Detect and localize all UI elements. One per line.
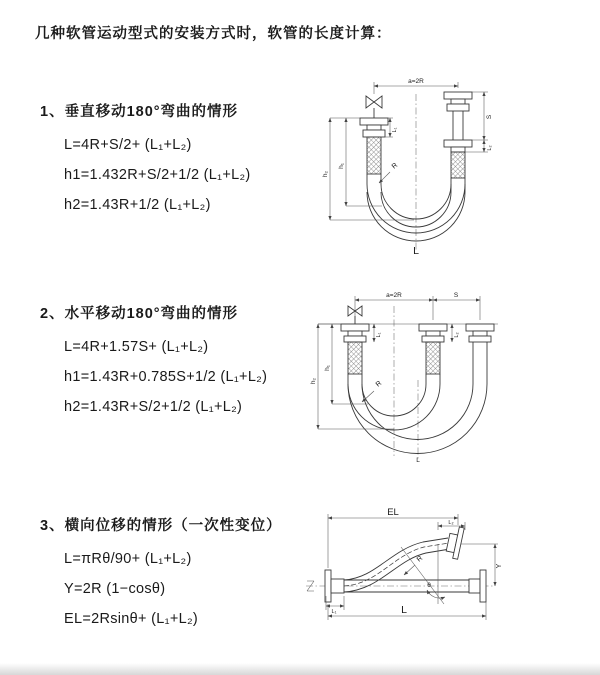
formula-length: L=4R+1.57S+ (L₁+L₂) bbox=[64, 339, 209, 355]
left-flange bbox=[325, 570, 344, 602]
right-flange-lower bbox=[444, 140, 472, 152]
right-pipe bbox=[453, 111, 463, 140]
braided-hose-left bbox=[367, 137, 381, 174]
extension-lines bbox=[328, 602, 486, 620]
radius-label-r: R bbox=[390, 161, 400, 171]
braided-hose-left bbox=[348, 342, 362, 374]
hose-s-curve bbox=[344, 538, 450, 592]
braided-hose-right bbox=[451, 152, 465, 178]
radius-line bbox=[401, 547, 444, 604]
dim-label-l1: L₁ bbox=[331, 609, 337, 615]
dim-label-s: S bbox=[453, 292, 459, 299]
section-3-formulas bbox=[64, 544, 282, 634]
radius-leader bbox=[362, 391, 374, 402]
dim-label-l2: L₂ bbox=[454, 332, 460, 338]
section-2-formulas bbox=[64, 332, 267, 422]
formula-h1: h1=1.43R+0.785S+1/2 (L₁+L₂) bbox=[64, 369, 268, 385]
length-label-l: L bbox=[416, 457, 420, 464]
formula-y: Y=2R (1−cosθ) bbox=[64, 581, 166, 597]
dim-label-l1: L₁ bbox=[392, 127, 398, 133]
dim-label-a2r: a=2R bbox=[408, 78, 424, 85]
section-2-heading: 2、水平移动180°弯曲的情形 bbox=[40, 306, 239, 322]
formula-h2: h2=1.43R+1/2 (L₁+L₂) bbox=[64, 197, 211, 213]
right-flange-upper bbox=[444, 92, 472, 111]
diagram-vertical-180-bend bbox=[316, 70, 596, 262]
valve-icon bbox=[366, 96, 382, 118]
section-3-heading: 3、横向位移的情形（一次性变位） bbox=[40, 518, 282, 534]
section-1-heading: 1、垂直移动180°弯曲的情形 bbox=[40, 104, 239, 120]
left-flange bbox=[341, 324, 369, 342]
formula-length: L=πRθ/90+ (L₁+L₂) bbox=[64, 551, 192, 567]
middle-flange bbox=[419, 324, 447, 342]
dim-label-h2: h₂ bbox=[322, 170, 329, 178]
section-horizontal-movement bbox=[40, 302, 267, 422]
angle-arc bbox=[427, 590, 445, 598]
radius-label-r: R bbox=[374, 379, 384, 389]
page-title: 几种软管运动型式的安装方式时，软管的长度计算： bbox=[35, 26, 392, 42]
section-vertical-movement bbox=[40, 100, 251, 220]
radius-label-r: R bbox=[415, 554, 425, 564]
right-flange bbox=[469, 570, 486, 602]
dim-label-l2: L₂ bbox=[487, 145, 493, 151]
radius-leader bbox=[404, 565, 415, 575]
dim-label-l2: L₂ bbox=[448, 520, 454, 526]
left-flange bbox=[360, 118, 388, 137]
dim-label-a2r: a=2R bbox=[386, 292, 402, 299]
scan-edge-shade bbox=[0, 663, 600, 675]
extension-lines bbox=[355, 296, 480, 320]
dim-label-el: EL bbox=[387, 507, 399, 518]
formula-length: L=4R+S/2+ (L₁+L₂) bbox=[64, 137, 192, 153]
dim-label-h1: h₁ bbox=[324, 365, 331, 371]
dim-label-s: S bbox=[486, 114, 493, 120]
right-leg bbox=[451, 178, 465, 192]
dim-label-h2: h₂ bbox=[310, 377, 317, 385]
shifted-flange bbox=[466, 324, 494, 342]
section-lateral-displacement bbox=[40, 514, 282, 634]
dim-label-l1: L₁ bbox=[376, 332, 382, 338]
diagram-lateral-displacement bbox=[298, 500, 598, 658]
section-1-formulas bbox=[64, 130, 251, 220]
dim-label-y: Y bbox=[496, 563, 503, 569]
angle-label-theta: θ bbox=[427, 582, 431, 589]
dim-label-l: L bbox=[401, 604, 407, 616]
braided-hose-middle bbox=[426, 342, 440, 374]
left-leg bbox=[367, 174, 381, 184]
diagram-horizontal-180-bend bbox=[308, 284, 598, 466]
hose-legs bbox=[348, 342, 487, 384]
extension-lines bbox=[328, 514, 458, 568]
formula-el: EL=2Rsinθ+ (L₁+L₂) bbox=[64, 611, 199, 627]
hose-u-bend bbox=[348, 384, 487, 454]
formula-h2: h2=1.43R+S/2+1/2 (L₁+L₂) bbox=[64, 399, 243, 415]
displaced-flange bbox=[446, 527, 464, 559]
formula-h1: h1=1.432R+S/2+1/2 (L₁+L₂) bbox=[64, 167, 251, 183]
dim-label-h1: h₁ bbox=[338, 163, 345, 169]
length-label-l: L bbox=[413, 245, 419, 257]
